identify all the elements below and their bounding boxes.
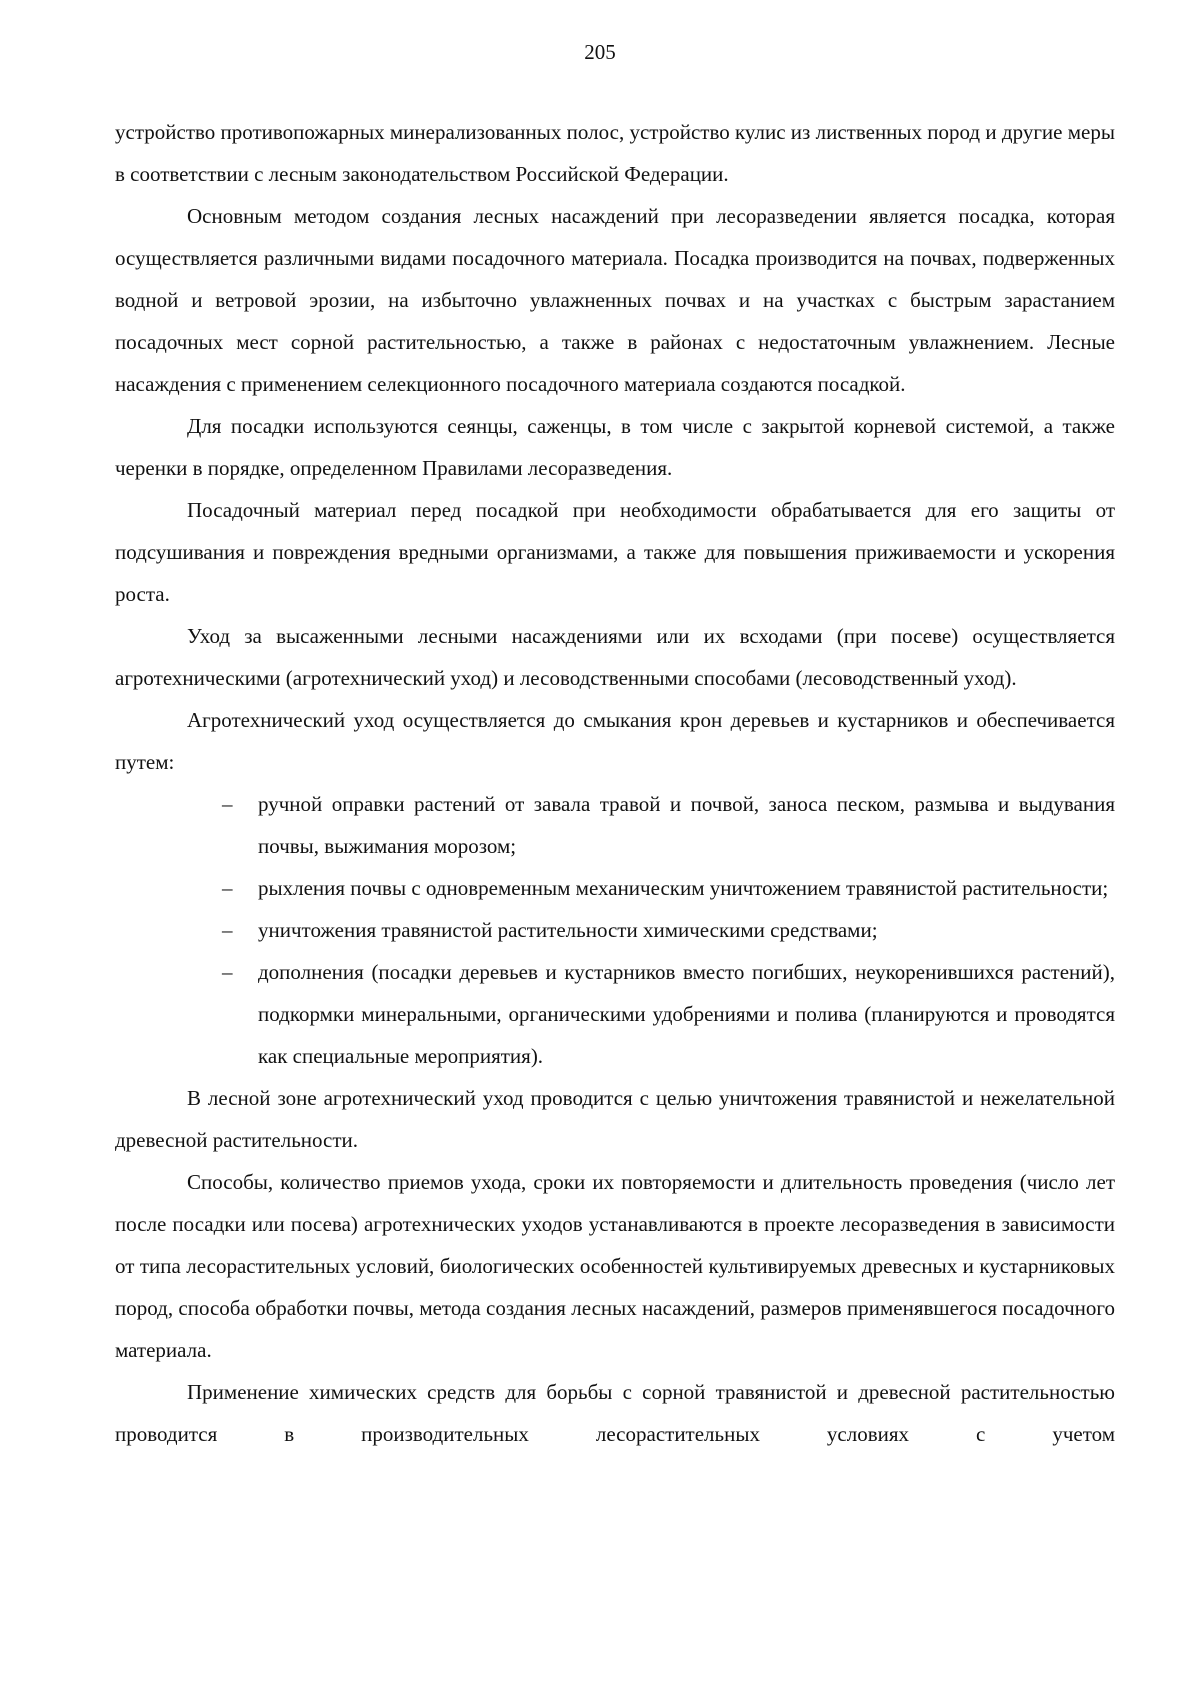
paragraph: В лесной зоне агротехнический уход проводится с целью уничтожения травянистой и нежелательной древесной растительности. [115, 1086, 1115, 1152]
paragraph: Основным методом создания лесных насаждений при лесоразведении является посадка, которая осуществляется различными видами посадочного материала. Посадка производится на почвах, подверженных водной и ветровой эрозии, на избыточно увлажненных почвах и на участках с быстрым зарастанием посадочных мест сорной растительностью, а также в районах с недостаточным увлажнением. Лесные насаждения с применением селекционного посадочного материала создаются посадкой. [115, 204, 1115, 396]
list-item-text: уничтожения травянистой растительности химическими средствами; [258, 918, 878, 942]
list-dash: – [222, 792, 233, 816]
list-item [115, 909, 1115, 951]
list-item-text: дополнения (посадки деревьев и кустарников вместо погибших, неукоренившихся растений), подкормки минеральными, органическими удобрениями и полива (планируются и проводятся как специальные мероприятия). [258, 960, 1115, 1068]
paragraph: Агротехнический уход осуществляется до смыкания крон деревьев и кустарников и обеспечивается путем: [115, 708, 1115, 774]
list-item [115, 867, 1115, 909]
list-dash: – [222, 876, 233, 900]
list-item-text: рыхления почвы с одновременным механическим уничтожением травянистой растительности; [258, 876, 1109, 900]
paragraph: устройство противопожарных минерализованных полос, устройство кулис из лиственных пород и другие меры в соответствии с лесным законодательством Российской Федерации. [115, 120, 1115, 186]
paragraph: Посадочный материал перед посадкой при необходимости обрабатывается для его защиты от подсушивания и повреждения вредными организмами, а также для повышения приживаемости и ускорения роста. [115, 498, 1115, 606]
list-dash: – [222, 918, 233, 942]
paragraph: Применение химических средств для борьбы с сорной травянистой и древесной растительностью проводится в производительных лесорастительных условиях с учетом [115, 1380, 1115, 1446]
paragraph: Способы, количество приемов ухода, сроки их повторяемости и длительность проведения (число лет после посадки или посева) агротехнических уходов устанавливаются в проекте лесоразведения в зависимости от типа лесорастительных условий, биологических особенностей культивируемых древесных и кустарниковых пород, способа обработки почвы, метода создания лесных насаждений, размеров применявшегося посадочного материала. [115, 1170, 1115, 1362]
list-dash: – [222, 960, 233, 984]
paragraph: Уход за высаженными лесными насаждениями или их всходами (при посеве) осуществляется агротехническими (агротехнический уход) и лесоводственными способами (лесоводственный уход). [115, 624, 1115, 690]
dash-list [115, 783, 1115, 1077]
list-item [115, 951, 1115, 1077]
body-text [115, 111, 1115, 1455]
list-item [115, 783, 1115, 867]
page-number: 205 [584, 40, 616, 64]
list-item-text: ручной оправки растений от завала травой и почвой, заноса песком, размыва и выдувания почвы, выжимания морозом; [258, 792, 1115, 858]
paragraph: Для посадки используются сеянцы, саженцы, в том числе с закрытой корневой системой, а также черенки в порядке, определенном Правилами лесоразведения. [115, 414, 1115, 480]
